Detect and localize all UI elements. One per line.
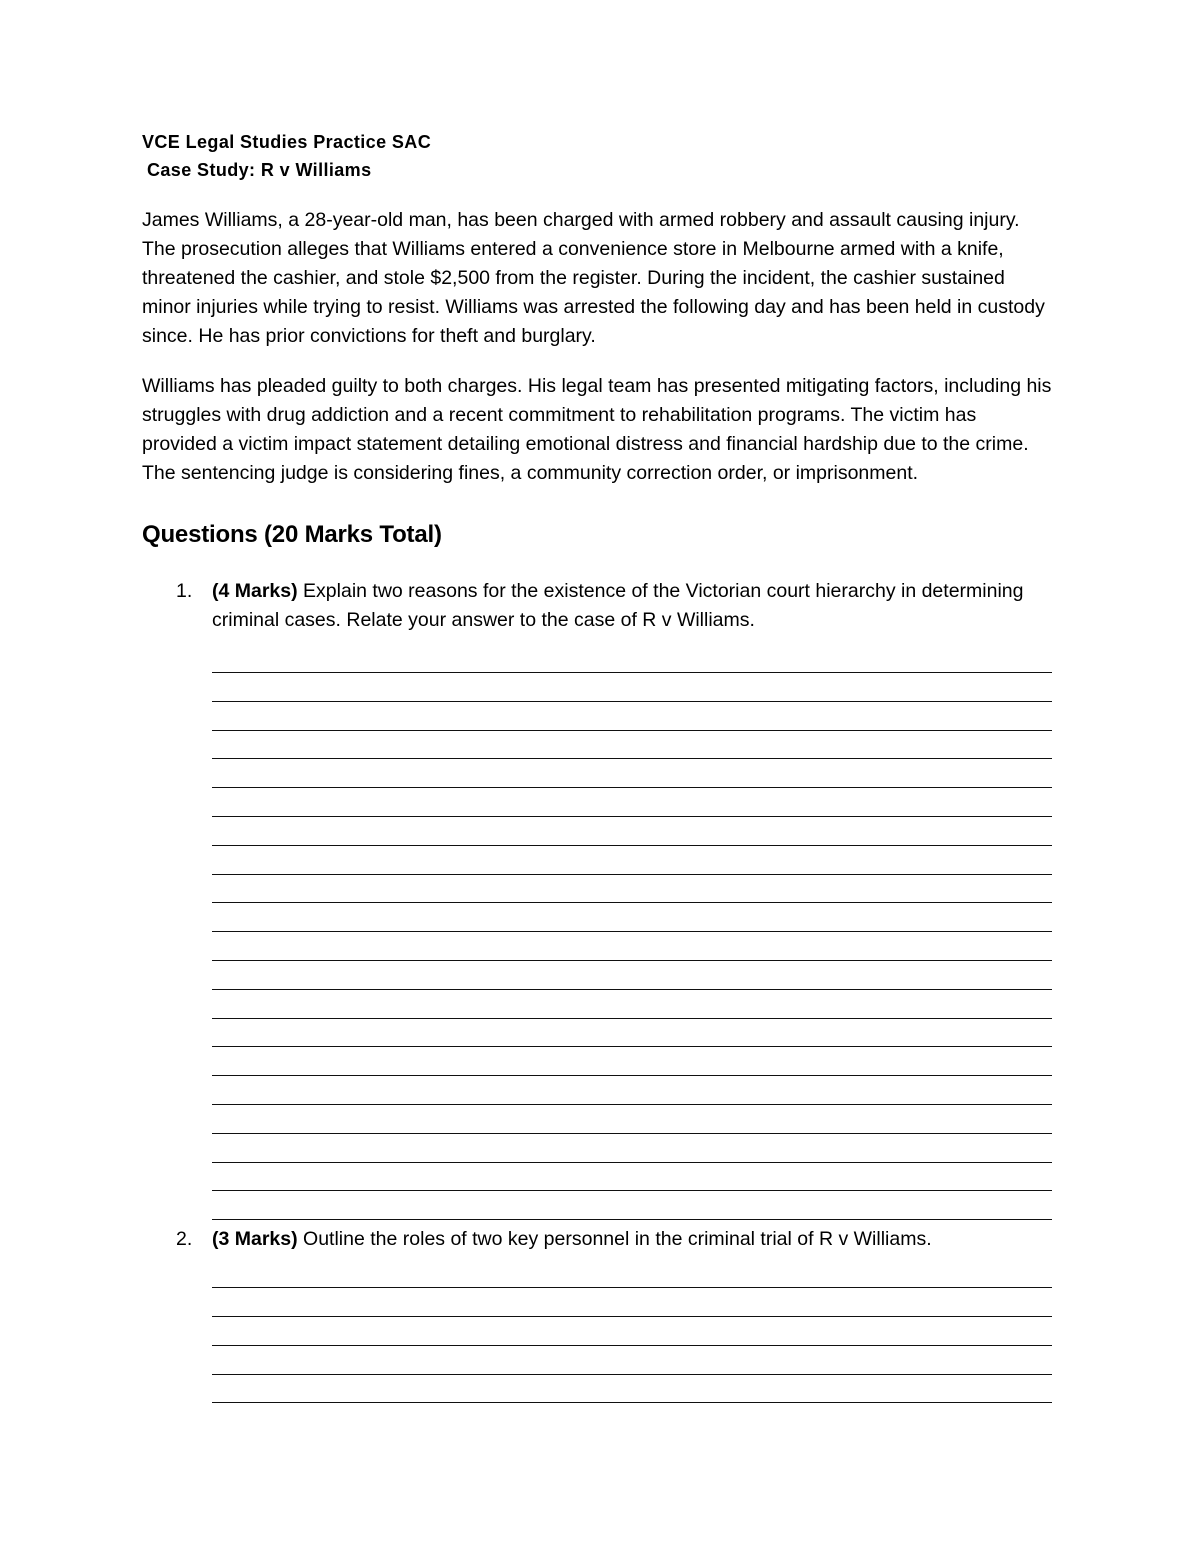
question-number: 2. <box>176 1228 193 1251</box>
question-2 <box>142 1225 1052 1403</box>
answer-line <box>212 1346 1052 1375</box>
answer-line <box>212 817 1052 846</box>
answer-lines <box>212 1254 1052 1403</box>
document-subtitle: Case Study: R v Williams <box>147 160 372 180</box>
question-text: Explain two reasons for the existence of the Victorian court hierarchy in determining criminal cases. Relate your answer to the case of R v Williams. <box>212 580 1024 631</box>
answer-line <box>212 1134 1052 1163</box>
case-paragraph-1: James Williams, a 28-year-old man, has been charged with armed robbery and assault causing injury. The prosecution alleges that Williams entered a convenience store in Melbourne armed with a knife, threatened the cashier, and stole $2,500 from the register. During the incident, the cashier sustained minor injuries while trying to resist. Williams was arrested the following day and has been held in custody since. He has prior convictions for theft and burglary. <box>142 209 1045 347</box>
document-title: VCE Legal Studies Practice SAC <box>142 132 432 152</box>
answer-line <box>212 875 1052 904</box>
questions-list <box>142 577 1052 1403</box>
question-1 <box>142 577 1052 1220</box>
answer-line <box>212 1163 1052 1192</box>
question-text: Outline the roles of two key personnel in the criminal trial of R v Williams. <box>297 1228 932 1251</box>
case-paragraph-2: Williams has pleaded guilty to both charges. His legal team has presented mitigating factors, including his struggles with drug addiction and a recent commitment to rehabilitation programs. The victim has provided a victim impact statement detailing emotional distress and financial hardship due to the crime. The sentencing judge is considering fines, a community correction order, or imprisonment. <box>142 375 1052 484</box>
answer-line <box>212 635 1052 673</box>
answer-line <box>212 788 1052 817</box>
answer-line <box>212 903 1052 932</box>
answer-line <box>212 1076 1052 1105</box>
answer-line <box>212 759 1052 788</box>
answer-lines <box>212 635 1052 1220</box>
answer-line <box>212 1105 1052 1134</box>
answer-line <box>212 846 1052 875</box>
answer-line <box>212 1191 1052 1220</box>
answer-line <box>212 1047 1052 1076</box>
answer-line <box>212 1288 1052 1317</box>
answer-line <box>212 1375 1052 1404</box>
answer-line <box>212 932 1052 961</box>
document-page <box>142 128 1052 1403</box>
answer-line <box>212 702 1052 731</box>
question-marks: (3 Marks) <box>212 1228 298 1251</box>
answer-line <box>212 731 1052 760</box>
answer-line <box>212 1254 1052 1288</box>
question-marks: (4 Marks) <box>212 580 298 602</box>
answer-line <box>212 990 1052 1019</box>
answer-line <box>212 1317 1052 1346</box>
answer-line <box>212 961 1052 990</box>
answer-line <box>212 673 1052 702</box>
question-number: 1. <box>176 580 193 602</box>
questions-heading: Questions (20 Marks Total) <box>142 521 442 548</box>
answer-line <box>212 1019 1052 1048</box>
